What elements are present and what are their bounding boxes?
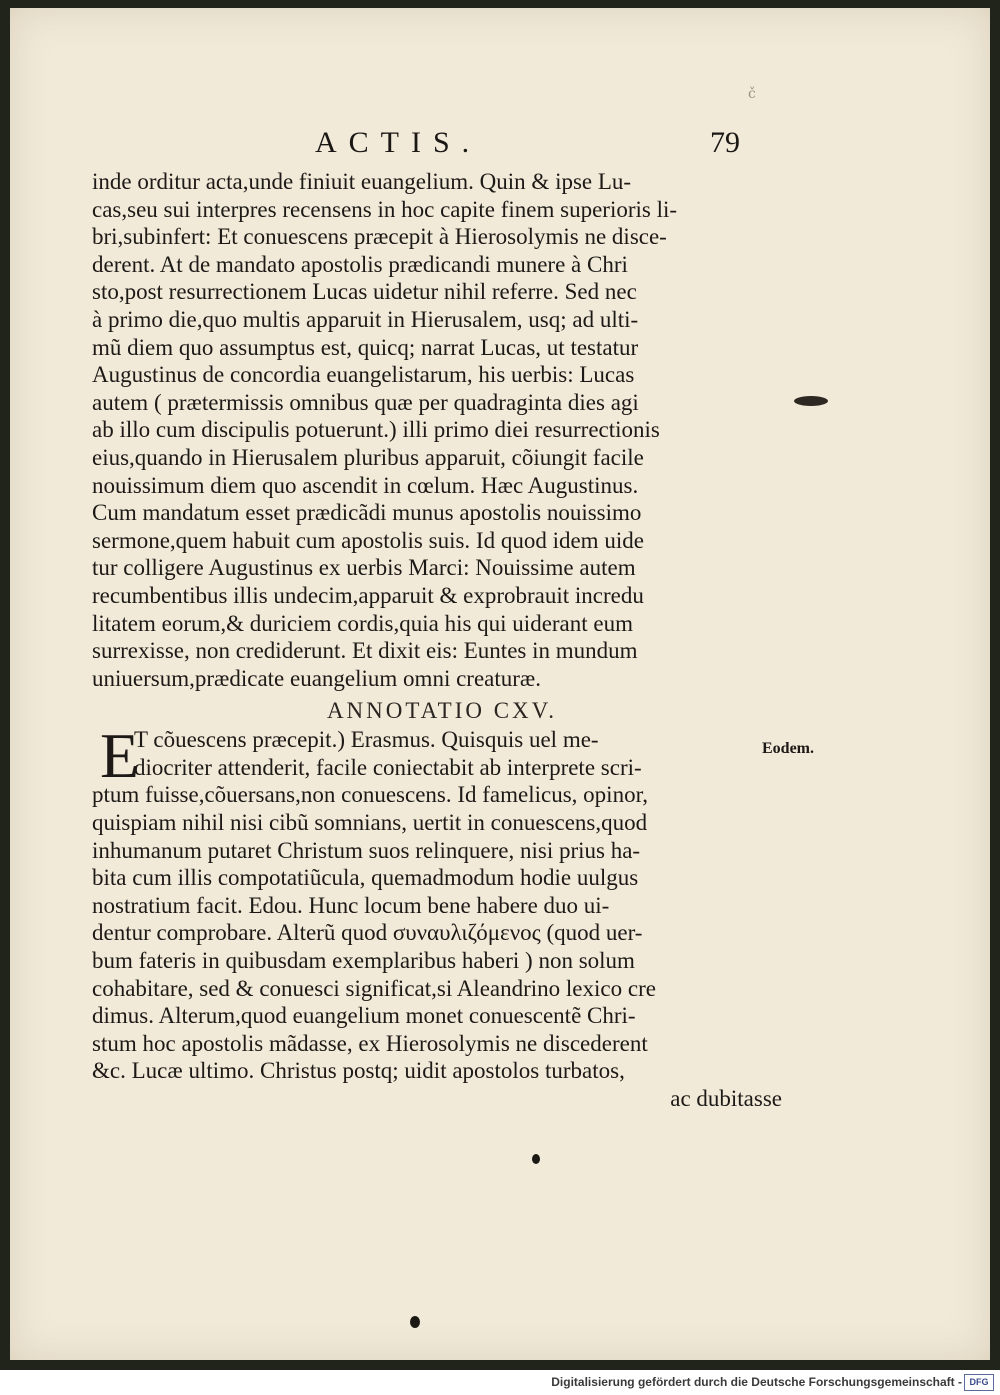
text-line: cohabitare, sed & conuesci significat,si Aleandrino lexico cre — [92, 975, 656, 1001]
text-line: recumbentibus illis undecim,apparuit & exprobrauit incredu — [92, 582, 644, 608]
dfg-logo: DFG — [964, 1374, 994, 1391]
text-line: Augustinus de concordia euangelistarum, his uerbis: Lucas — [92, 362, 635, 388]
ink-blot — [794, 396, 828, 406]
text-line: diocriter attenderit, facile coniectabit ab interprete scri- — [134, 754, 642, 780]
margin-note: Eodem. — [762, 740, 814, 757]
ink-dot — [532, 1154, 540, 1164]
text-line: &c. Lucæ ultimo. Christus postq; uidit apostolos turbatos, — [92, 1058, 625, 1084]
body-paragraph — [92, 168, 782, 692]
text-line: autem ( prætermissis omnibus quæ per quadraginta dies agi — [92, 389, 639, 415]
page-header — [10, 86, 990, 166]
text-line: inde orditur acta,unde finiuit euangelium. Quin & ipse Lu- — [92, 169, 632, 194]
digitization-footer — [0, 1370, 1000, 1395]
text-line: inhumanum putaret Christum suos relinquere, nisi prius ha- — [92, 837, 641, 863]
text-line: nostratium facit. Edou. Hunc locum bene habere duo ui- — [92, 892, 610, 918]
text-line: dimus. Alterum,quod euangelium monet conuescentẽ Chri- — [92, 1003, 636, 1029]
text-line: sto,post resurrectionem Lucas uidetur nihil referre. Sed nec — [92, 279, 637, 305]
text-line: quispiam nihil nisi cibũ somnians, uertit in conuescens,quod — [92, 810, 648, 836]
text-line: eius,quando in Hierusalem pluribus apparuit, cõiungit facile — [92, 444, 644, 470]
text-line: uniuersum,prædicate euangelium omni creaturæ. — [92, 665, 542, 691]
drop-cap: E — [100, 720, 140, 792]
text-line: ptum fuisse,cõuersans,non conuescens. Id famelicus, opinor, — [92, 782, 649, 808]
page-number: 79 — [710, 126, 740, 159]
text-line: tur colligere Augustinus ex uerbis Marci: Nouissime autem — [92, 555, 636, 581]
running-head: ACTIS. — [315, 126, 482, 159]
text-line: Cum mandatum esset prædicãdi munus apostolis nouissimo — [92, 500, 642, 526]
text-line: bri,subinfert: Et conuescens præcepit à Hierosolymis ne disce- — [92, 224, 667, 250]
text-line: nouissimum diem quo ascendit in cœlum. Hæc Augustinus. — [92, 472, 639, 498]
text-line: bum fateris in quibusdam exemplaribus haberi ) non solum — [92, 948, 635, 974]
annotation-heading: ANNOTATIO CXV. — [326, 698, 558, 724]
text-line: litatem eorum,& duriciem cordis,quia his qui uiderant eum — [92, 610, 634, 636]
text-line: à primo die,quo multis apparuit in Hierusalem, usq; ad ulti- — [92, 306, 639, 332]
annotation-first-lines — [92, 726, 782, 781]
book-page — [10, 8, 990, 1360]
text-line: cas,seu sui interpres recensens in hoc capite finem superioris li- — [92, 196, 678, 222]
text-line: sermone,quem habuit cum apostolis suis. Id quod idem uide — [92, 527, 644, 553]
main-text — [92, 168, 782, 1113]
pencil-mark: č — [748, 86, 756, 102]
text-line: surrexisse, non crediderunt. Et dixit eis: Euntes in mundum — [92, 638, 638, 664]
text-line: T cõuescens præcepit.) Erasmus. Quisquis uel me- — [134, 727, 599, 753]
text-line: bita cum illis compotatiũcula, quemadmodum hodie uulgus — [92, 865, 639, 891]
text-line: stum hoc apostolis mãdasse, ex Hierosolymis ne discederent — [92, 1030, 648, 1056]
annotation-lines — [92, 781, 782, 1085]
ink-dot — [410, 1316, 420, 1328]
text-line: ab illo cum discipulis potuerunt.) illi primo diei resurrectionis — [92, 417, 660, 443]
text-line: mũ diem quo assumptus est, quicq; narrat Lucas, ut testatur — [92, 334, 639, 360]
annotation-body — [92, 720, 782, 1112]
text-line: derent. At de mandato apostolis prædicandi munere à Chri — [92, 251, 628, 277]
catchword: ac dubitasse — [670, 1086, 782, 1111]
text-line: dentur comprobare. Alterũ quod συναυλιζόμενος (quod uer- — [92, 920, 643, 946]
footer-credit: Digitalisierung gefördert durch die Deutsche Forschungsgemeinschaft - — [551, 1375, 962, 1389]
